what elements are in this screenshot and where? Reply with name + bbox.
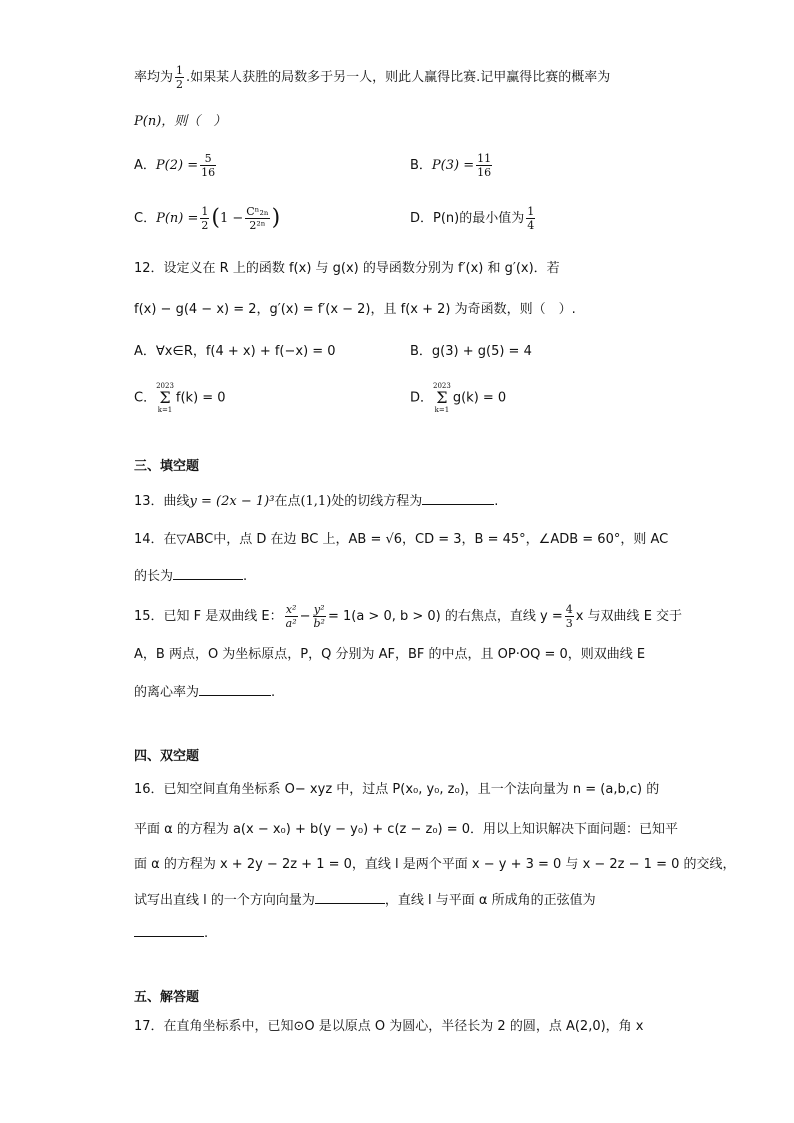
q12-option-d: D． 2023 Σ k=1 g(k) = 0 bbox=[410, 382, 507, 414]
q17-line1: 17．在直角坐标系中，已知⊙O 是以原点 O 为圆心，半径长为 2 的圆，点 A(2,0)，角 x bbox=[134, 1019, 644, 1034]
q12-line2: f(x) − g(4 − x) = 2，g′(x) = f′(x − 2)，且 f(x + 2) 为奇函数，则（ ）. bbox=[134, 302, 576, 317]
summation-sign: 2023 Σ k=1 bbox=[433, 382, 451, 414]
q13: 13．曲线y = (2x − 1)³在点(1,1)处的切线方程为 . bbox=[134, 490, 498, 512]
summation-sign: 2023 Σ k=1 bbox=[156, 382, 174, 414]
q15-line2: A，B 两点，O 为坐标原点，P，Q 分别为 AF，BF 的中点，且 OP·OQ = 0，则双曲线 E bbox=[134, 647, 646, 662]
q14-line1: 14．在▽ABC中，点 D 在边 BC 上，AB = √6，CD = 3，B = 45°，∠ADB = 60°，则 AC bbox=[134, 532, 669, 547]
answer-blank bbox=[134, 922, 204, 937]
answer-blank bbox=[173, 565, 243, 580]
q15-line3: 的离心率为 . bbox=[134, 681, 275, 703]
q12-option-c: C． 2023 Σ k=1 f(k) = 0 bbox=[134, 382, 226, 414]
section-heading-double-blank: 四、双空题 bbox=[134, 749, 200, 764]
q12-option-b: B．g(3) + g(5) = 4 bbox=[410, 344, 532, 359]
q11-option-a: A．P(2) = $\frac{5}{16}$ bbox=[134, 152, 216, 179]
section-heading-fill-in: 三、填空题 bbox=[134, 459, 200, 474]
q16-line1: 16．已知空间直角坐标系 O− xyz 中，过点 P(x₀, y₀, z₀)，且一个法向量为 n = (a,b,c) 的 bbox=[134, 782, 660, 797]
q16-line2: 平面 α 的方程为 a(x − x₀) + b(y − y₀) + c(z − z₀) = 0．用以上知识解决下面问题：已知平 bbox=[134, 822, 679, 837]
answer-blank bbox=[422, 490, 494, 505]
q11-option-d: D．P(n)的最小值为 $\frac{1}{4}$ bbox=[410, 205, 535, 232]
answer-blank bbox=[315, 889, 385, 904]
q14-line2: 的长为 . bbox=[134, 565, 247, 587]
answer-blank bbox=[199, 681, 271, 696]
q12-line1: 12．设定义在 R 上的函数 f(x) 与 g(x) 的导函数分别为 f′(x) 和 g′(x)．若 bbox=[134, 261, 560, 276]
q16-line3: 面 α 的方程为 x + 2y − 2z + 1 = 0，直线 l 是两个平面 x − y + 3 = 0 与 x − 2z − 1 = 0 的交线， bbox=[134, 857, 736, 872]
q11-line2: P(n)，则（ ） bbox=[134, 114, 227, 129]
q12-option-a: A．∀x∈R，f(4 + x) + f(−x) = 0 bbox=[134, 344, 336, 359]
q11-line1-pre: 率均为 bbox=[134, 70, 174, 85]
section-heading-solutions: 五、解答题 bbox=[134, 990, 200, 1005]
q16-line4: 试写出直线 l 的一个方向向量为 ，直线 l 与平面 α 所成角的正弦值为 bbox=[134, 889, 596, 911]
q16-line5: . bbox=[134, 922, 208, 944]
q11-half-fraction: $\frac{1}{2}$ bbox=[176, 64, 184, 91]
q11-line1 bbox=[134, 64, 610, 91]
q11-option-c: C．P(n) = $\frac{1}{2}$ (1 − $\frac{\text{Cⁿ₂ₙ}}{\text{2²ⁿ}}$ ) bbox=[134, 205, 281, 232]
q11-line1-post: .如果某人获胜的局数多于另一人，则此人赢得比赛.记甲赢得比赛的概率为 bbox=[186, 70, 611, 85]
q11-option-b: B．P(3) = $\frac{11}{16}$ bbox=[410, 152, 492, 179]
q15-line1: 15．已知 F 是双曲线 E： $\frac{\text{x²}}{\text{a²}}$ − $\frac{\text{y²}}{\text{b²}}$ = 1(a > 0, b > 0) 的右焦点，直线 y = $\frac{4}{3}$ x 与双曲线 E 交于 bbox=[134, 603, 683, 630]
